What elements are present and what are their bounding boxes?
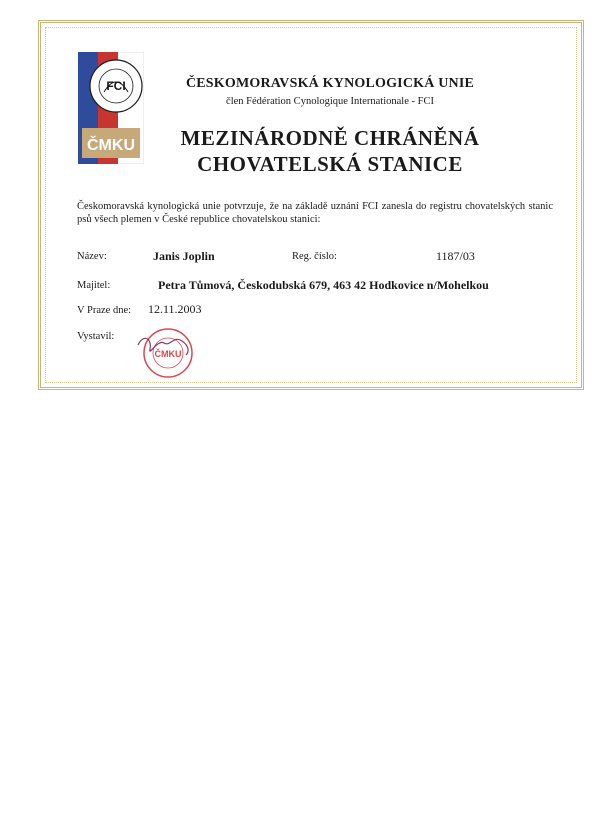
logo-fci-text: FCI: [106, 79, 126, 93]
membership-line: člen Fédération Cynologique Internationale - FCI: [226, 96, 434, 107]
issued-by-label: Vystavil:: [77, 331, 115, 342]
date-label: V Praze dne:: [77, 305, 132, 316]
logo-cmku-text: ČMKU: [87, 137, 135, 154]
name-value: Janis Joplin: [153, 249, 215, 263]
name-label: Název:: [77, 251, 107, 262]
organization-name: ČESKOMORAVSKÁ KYNOLOGICKÁ UNIE: [185, 76, 475, 91]
title-line-1: MEZINÁRODNĚ CHRÁNĚNÁ: [180, 126, 480, 150]
reg-label: Reg. číslo:: [292, 251, 337, 262]
title-line-2: CHOVATELSKÁ STANICE: [197, 152, 463, 176]
official-stamp: [130, 325, 200, 380]
owner-value: Petra Tůmová, Českodubská 679, 463 42 Hodkovice n/Mohelkou: [158, 278, 489, 292]
fci-cmku-logo: [78, 52, 144, 164]
reg-value: 1187/03: [436, 249, 475, 263]
intro-text: Českomoravská kynologická unie potvrzuje, že na základě uznání FCI zanesla do registru chovatelských stanic psů všech plemen v České republice chovatelskou stanici:: [77, 201, 553, 225]
owner-label: Majitel:: [77, 280, 111, 291]
date-value: 12.11.2003: [148, 302, 202, 316]
svg-text:ČMKU: ČMKU: [154, 349, 182, 359]
